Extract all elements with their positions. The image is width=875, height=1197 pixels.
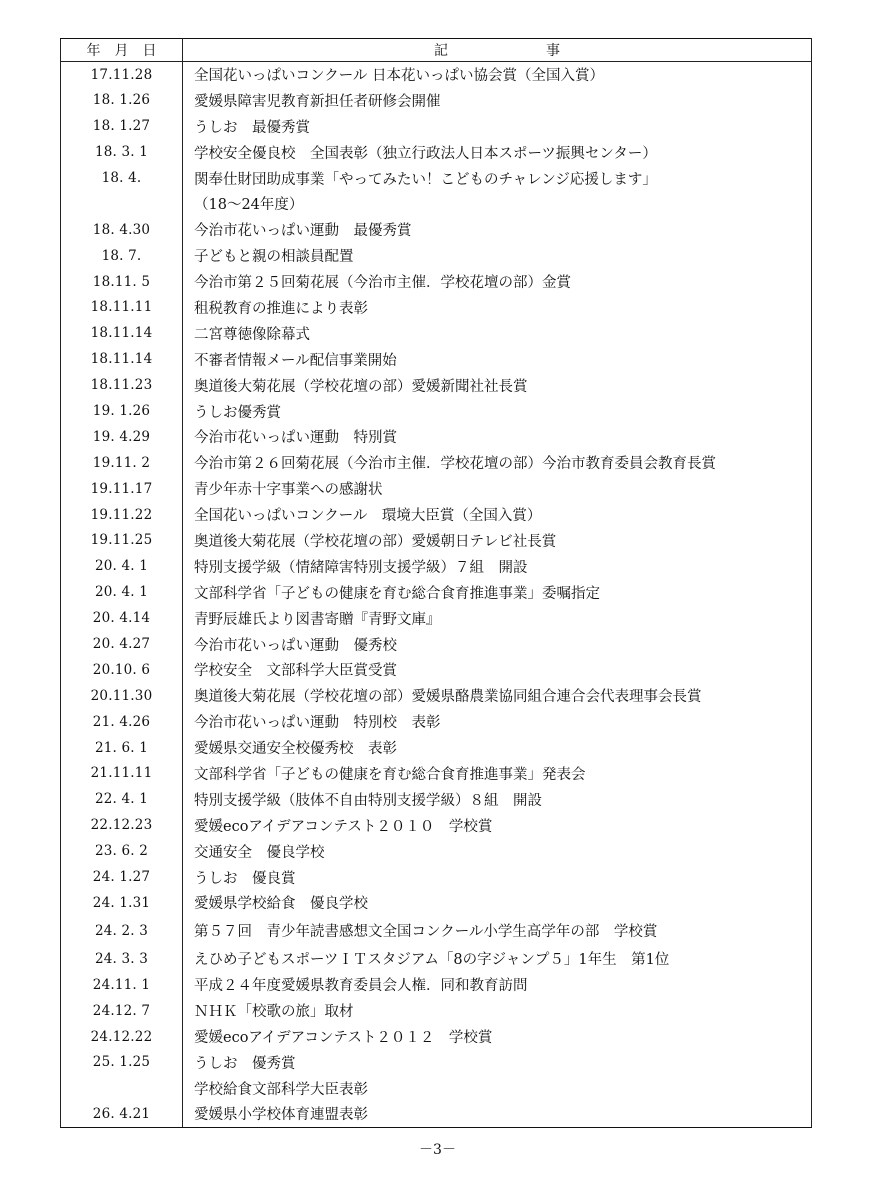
- row-date: 26. 4.21: [61, 1101, 183, 1127]
- row-event: 愛媛県交通安全校優秀校 表彰: [183, 735, 812, 761]
- table-row: [61, 528, 812, 554]
- row-date: 19.11.17: [61, 476, 183, 502]
- row-date: 18.11.11: [61, 295, 183, 321]
- row-event: 青野辰雄氏より図書寄贈『青野文庫』: [183, 605, 812, 631]
- row-date: 20. 4.27: [61, 631, 183, 657]
- row-event: 今治市花いっぱい運動 最優秀賞: [183, 217, 812, 243]
- row-date: [61, 191, 183, 217]
- row-date: 18.11.23: [61, 372, 183, 398]
- row-date: 18. 4.30: [61, 217, 183, 243]
- row-date: 19.11. 2: [61, 450, 183, 476]
- table-row: [61, 838, 812, 864]
- row-event: えひめ子どもスポーツＩＴスタジアム「8の字ジャンプ５」1年生 第1位: [183, 946, 812, 972]
- row-date: 24. 1.31: [61, 890, 183, 916]
- table-row: [61, 812, 812, 838]
- row-event: 愛媛県障害児教育新担任者研修会開催: [183, 87, 812, 113]
- table-row: [61, 243, 812, 269]
- row-date: 24. 1.27: [61, 864, 183, 890]
- row-date: 24. 3. 3: [61, 946, 183, 972]
- row-date: 20. 4.14: [61, 605, 183, 631]
- row-event: うしお 優秀賞: [183, 1049, 812, 1075]
- row-event: 全国花いっぱいコンクール 環境大臣賞（全国入賞）: [183, 502, 812, 528]
- table-row: [61, 87, 812, 113]
- row-event: 今治市第２５回菊花展（今治市主催．学校花壇の部）金賞: [183, 269, 812, 295]
- table-row: [61, 972, 812, 998]
- history-table: [60, 38, 812, 1128]
- table-row: [61, 113, 812, 139]
- row-event: 特別支援学級（情緒障害特別支援学級）７組 開設: [183, 553, 812, 579]
- row-event: 学校給食文部科学大臣表彰: [183, 1075, 812, 1101]
- header-row: [61, 39, 812, 62]
- event-column-header: 記 事: [183, 39, 812, 62]
- row-date: 18.11. 5: [61, 269, 183, 295]
- row-date: 20. 4. 1: [61, 579, 183, 605]
- table-row: [61, 269, 812, 295]
- row-date: 17.11.28: [61, 62, 183, 88]
- table-row: [61, 62, 812, 88]
- row-event: 奥道後大菊花展（学校花壇の部）愛媛県酪農業協同組合連合会代表理事会長賞: [183, 683, 812, 709]
- table-row: [61, 372, 812, 398]
- table-row: [61, 295, 812, 321]
- table-row: [61, 217, 812, 243]
- row-date: 20. 4. 1: [61, 553, 183, 579]
- row-event: 平成２４年度愛媛県教育委員会人権．同和教育訪問: [183, 972, 812, 998]
- row-event: 文部科学省「子どもの健康を育む総合食育推進事業」委嘱指定: [183, 579, 812, 605]
- row-event: 奥道後大菊花展（学校花壇の部）愛媛朝日テレビ社長賞: [183, 528, 812, 554]
- row-date: 18. 1.26: [61, 87, 183, 113]
- row-event: 租税教育の推進により表彰: [183, 295, 812, 321]
- row-event: 関奉仕財団助成事業「やってみたい！こどものチャレンジ応援します」: [183, 165, 812, 191]
- row-date: 20.10. 6: [61, 657, 183, 683]
- row-event: 愛媛ecoアイデアコンテスト２０１０ 学校賞: [183, 812, 812, 838]
- row-date: 19.11.22: [61, 502, 183, 528]
- table-row: [61, 1024, 812, 1050]
- table-row: [61, 139, 812, 165]
- table-row: [61, 476, 812, 502]
- table-row: [61, 786, 812, 812]
- row-event: 第５７回 青少年読書感想文全国コンクール小学生高学年の部 学校賞: [183, 916, 812, 946]
- table-row: [61, 424, 812, 450]
- row-date: 23. 6. 2: [61, 838, 183, 864]
- row-event: 全国花いっぱいコンクール 日本花いっぱい協会賞（全国入賞）: [183, 62, 812, 88]
- table-row: [61, 761, 812, 787]
- row-event: 愛媛県小学校体育連盟表彰: [183, 1101, 812, 1127]
- row-date: 24. 2. 3: [61, 916, 183, 946]
- table-row: [61, 631, 812, 657]
- row-date: 20.11.30: [61, 683, 183, 709]
- row-event: うしお優秀賞: [183, 398, 812, 424]
- row-date: 24.12.22: [61, 1024, 183, 1050]
- row-event: 今治市花いっぱい運動 特別校 表彰: [183, 709, 812, 735]
- row-date: 19. 4.29: [61, 424, 183, 450]
- table-row: [61, 320, 812, 346]
- row-event: 青少年赤十字事業への感謝状: [183, 476, 812, 502]
- row-date: [61, 1075, 183, 1101]
- row-event: うしお 最優秀賞: [183, 113, 812, 139]
- table-body: [61, 62, 812, 1128]
- row-event: うしお 優良賞: [183, 864, 812, 890]
- row-date: 18. 4.: [61, 165, 183, 191]
- row-event: 今治市花いっぱい運動 優秀校: [183, 631, 812, 657]
- row-event: 交通安全 優良学校: [183, 838, 812, 864]
- row-date: 24.12. 7: [61, 998, 183, 1024]
- row-event: 不審者情報メール配信事業開始: [183, 346, 812, 372]
- row-date: 19. 1.26: [61, 398, 183, 424]
- table-row: [61, 502, 812, 528]
- table-row: [61, 709, 812, 735]
- table-row: [61, 191, 812, 217]
- row-event: 二宮尊徳像除幕式: [183, 320, 812, 346]
- table-row: [61, 579, 812, 605]
- row-event: 学校安全 文部科学大臣賞受賞: [183, 657, 812, 683]
- table-row: [61, 890, 812, 916]
- row-date: 18. 3. 1: [61, 139, 183, 165]
- table-row: [61, 346, 812, 372]
- row-date: 25. 1.25: [61, 1049, 183, 1075]
- row-date: 18.11.14: [61, 320, 183, 346]
- row-date: 21.11.11: [61, 761, 183, 787]
- row-event: 愛媛県学校給食 優良学校: [183, 890, 812, 916]
- row-event: ＮＨＫ「校歌の旅」取材: [183, 998, 812, 1024]
- row-event: 文部科学省「子どもの健康を育む総合食育推進事業」発表会: [183, 761, 812, 787]
- row-date: 21. 4.26: [61, 709, 183, 735]
- table-row: [61, 683, 812, 709]
- row-event: （18～24年度）: [183, 191, 812, 217]
- table-row: [61, 916, 812, 946]
- table-row: [61, 553, 812, 579]
- row-event: 愛媛ecoアイデアコンテスト２０１２ 学校賞: [183, 1024, 812, 1050]
- row-date: 22. 4. 1: [61, 786, 183, 812]
- table-row: [61, 1075, 812, 1101]
- table-row: [61, 450, 812, 476]
- row-date: 19.11.25: [61, 528, 183, 554]
- table-row: [61, 605, 812, 631]
- row-event: 子どもと親の相談員配置: [183, 243, 812, 269]
- row-date: 21. 6. 1: [61, 735, 183, 761]
- row-event: 学校安全優良校 全国表彰（独立行政法人日本スポーツ振興センター）: [183, 139, 812, 165]
- table-row: [61, 398, 812, 424]
- row-date: 24.11. 1: [61, 972, 183, 998]
- row-date: 18.11.14: [61, 346, 183, 372]
- row-event: 今治市花いっぱい運動 特別賞: [183, 424, 812, 450]
- row-date: 22.12.23: [61, 812, 183, 838]
- date-column-header: 年 月 日: [61, 39, 183, 62]
- table-row: [61, 1049, 812, 1075]
- table-row: [61, 735, 812, 761]
- row-date: 18. 7.: [61, 243, 183, 269]
- table-row: [61, 998, 812, 1024]
- table-row: [61, 1101, 812, 1127]
- table-row: [61, 946, 812, 972]
- row-event: 今治市第２６回菊花展（今治市主催．学校花壇の部）今治市教育委員会教育長賞: [183, 450, 812, 476]
- table-row: [61, 864, 812, 890]
- row-date: 18. 1.27: [61, 113, 183, 139]
- table-row: [61, 657, 812, 683]
- row-event: 奥道後大菊花展（学校花壇の部）愛媛新聞社社長賞: [183, 372, 812, 398]
- page-number: －3－: [419, 1142, 456, 1158]
- table-row: [61, 165, 812, 191]
- row-event: 特別支援学級（肢体不自由特別支援学級）８組 開設: [183, 786, 812, 812]
